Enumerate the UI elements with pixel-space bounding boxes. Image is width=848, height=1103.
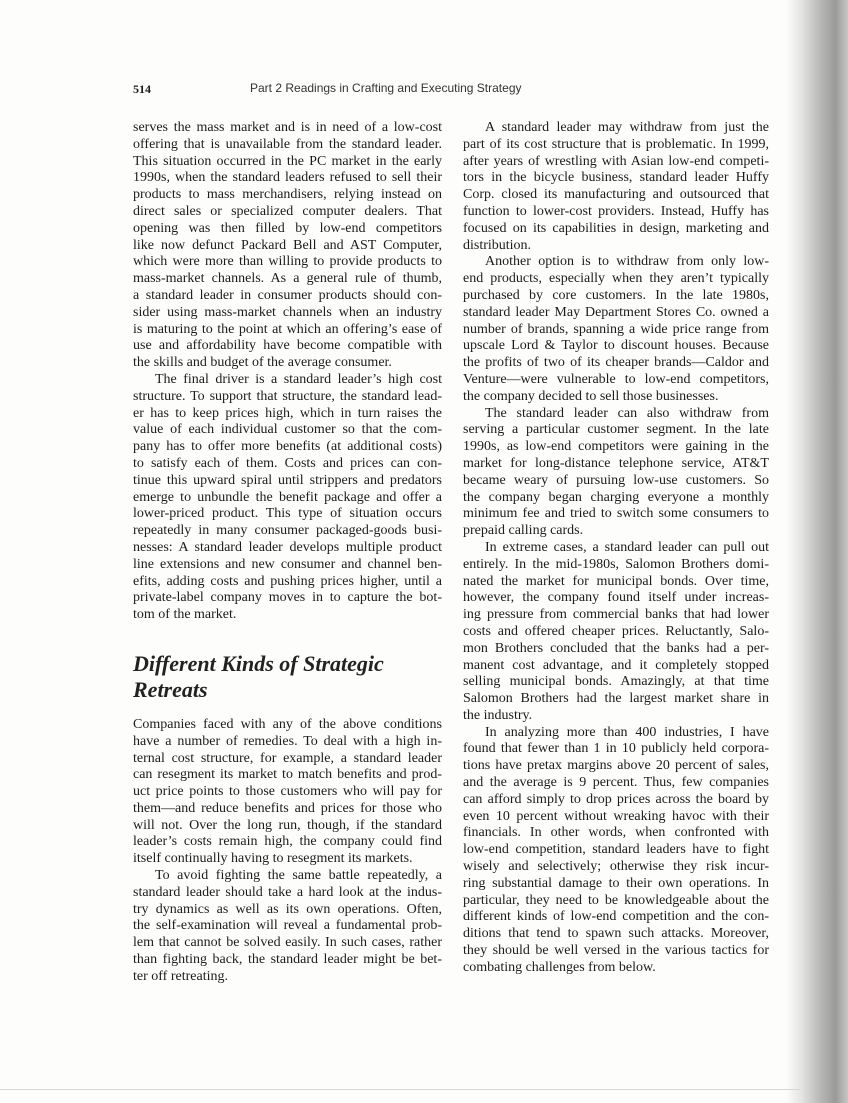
text-line: standard leader May Department Stores Co. owned a xyxy=(463,304,769,320)
text-line: er has to keep prices high, which in turn raises the xyxy=(133,405,442,421)
text-line: found that fewer than 1 in 10 publicly held corpora- xyxy=(463,741,769,757)
text-line: offering that is unavailable from the standard leader. xyxy=(133,136,442,152)
left-paragraphs-before xyxy=(133,120,442,624)
text-line: In analyzing more than 400 industries, I have xyxy=(485,724,769,740)
text-line: after years of wrestling with Asian low-end competi- xyxy=(463,153,769,169)
text-line: tions have pretax margins above 20 percent of sales, xyxy=(463,758,769,774)
text-line: Companies faced with any of the above conditions xyxy=(133,716,442,732)
scan-bottom-line xyxy=(0,1089,800,1090)
text-line: entirely. In the mid-1980s, Salomon Brothers domi- xyxy=(463,556,769,572)
text-line: tors in the bicycle business, standard leader Huffy xyxy=(463,170,769,186)
text-line: This situation occurred in the PC market in the early xyxy=(133,153,442,169)
text-line: financials. In other words, when confronted with xyxy=(463,825,769,841)
text-line: products to mass merchandisers, relying instead on xyxy=(133,187,442,203)
text-line: distribution. xyxy=(463,237,532,253)
text-line: end products, especially when they aren’t typically xyxy=(463,271,769,287)
text-line: purchased by core customers. In the late 1980s, xyxy=(463,287,769,303)
text-line: ditions that tend to spawn such attacks. Moreover, xyxy=(463,926,769,942)
text-line: In extreme cases, a standard leader can pull out xyxy=(485,539,769,555)
text-line: serves the mass market and is in need of a low-cost xyxy=(133,120,442,135)
text-line: standard leader should take a hard look at the indus- xyxy=(133,884,442,900)
running-head: Part 2 Readings in Crafting and Executing Strategy xyxy=(250,81,522,95)
text-line: use and affordability have become compatible with xyxy=(133,338,442,354)
text-line: ternal cost structure, for example, a standard leader xyxy=(133,750,442,766)
text-line: nated the market for municipal bonds. Over time, xyxy=(463,573,769,589)
text-line: Salomon Brothers had the largest market share in xyxy=(463,691,769,707)
text-line: even 10 percent without wreaking havoc with their xyxy=(463,808,769,824)
paragraph xyxy=(463,254,769,405)
text-line: pany has to offer more benefits (at additional costs) xyxy=(133,439,442,455)
right-paragraphs xyxy=(463,120,769,977)
paragraph xyxy=(463,406,769,540)
text-line: the self-examination will reveal a fundamental prob- xyxy=(133,918,442,934)
scan-edge-shadow xyxy=(786,0,848,1103)
text-line: minimum fee and tried to switch some consumers to xyxy=(463,506,769,522)
text-line: private-label company moves in to capture the bot- xyxy=(133,590,442,606)
text-line: value of each individual customer so that the com- xyxy=(133,422,442,438)
text-line: is maturing to the point at which an offering’s ease of xyxy=(133,321,442,337)
text-line: ing pressure from commercial banks that had lower xyxy=(463,607,769,623)
text-line: A standard leader may withdraw from just the xyxy=(485,120,769,135)
text-line: line extensions and new consumer and channel ben- xyxy=(133,556,442,572)
text-line: The standard leader can also withdraw from xyxy=(485,405,769,421)
section-heading xyxy=(133,651,442,703)
text-line: costs and offered cheaper prices. Reluctantly, Salo- xyxy=(463,623,769,639)
text-line: uct price points to those customers who will pay for xyxy=(133,784,442,800)
section-heading-line: Different Kinds of Strategic xyxy=(133,650,384,676)
text-line: the skills and budget of the average consumer. xyxy=(133,355,392,371)
text-line: Corp. closed its manufacturing and outsourced that xyxy=(463,187,769,203)
text-line: mass-market channels. As a general rule of thumb, xyxy=(133,271,442,287)
text-line: them—and reduce benefits and prices for those who xyxy=(133,800,442,816)
text-line: the profits of two of its cheaper brands—Caldor and xyxy=(463,355,769,371)
text-line: leader’s costs remain high, the company could find xyxy=(133,834,442,850)
text-line: different kinds of low-end competition and the con- xyxy=(463,909,769,925)
text-line: function to lower-cost providers. Instead, Huffy has xyxy=(463,203,769,219)
text-line: direct sales or specialized computer dealers. That xyxy=(133,203,442,219)
text-line: can afford simply to drop prices across the board by xyxy=(463,791,769,807)
text-line: however, the company found itself under increas- xyxy=(463,590,769,606)
text-line: tinue this upward spiral until strippers and predators xyxy=(133,472,442,488)
paragraph xyxy=(133,717,442,868)
left-paragraphs-after xyxy=(133,717,442,986)
text-line: a standard leader in consumer products should con- xyxy=(133,287,442,303)
text-line: became weary of pursuing low-use customers. So xyxy=(463,472,769,488)
section-heading-line: Retreats xyxy=(133,676,208,702)
text-line: 1990s, as low-end competitors were gaining in the xyxy=(463,439,769,455)
text-line: have a number of remedies. To deal with a high in- xyxy=(133,733,442,749)
right-column xyxy=(463,120,769,977)
text-line: itself continually having to resegment its markets. xyxy=(133,851,413,867)
text-line: combating challenges from below. xyxy=(463,959,656,975)
text-line: number of brands, spanning a wide price range from xyxy=(463,321,769,337)
text-line: the company decided to sell those businesses. xyxy=(463,388,719,404)
text-line: upscale Lord & Taylor to discount houses. Because xyxy=(463,338,769,354)
text-line: the company began charging everyone a monthly xyxy=(463,489,769,505)
paragraph xyxy=(133,120,442,372)
paragraph xyxy=(463,725,769,977)
text-line: structure. To support that structure, the standard lead- xyxy=(133,388,442,404)
page-number: 514 xyxy=(133,82,151,96)
text-line: wisely and selectively; otherwise they risk incur- xyxy=(463,859,769,875)
text-line: and the average is 9 percent. Thus, few companies xyxy=(463,775,769,791)
text-line: To avoid fighting the same battle repeatedly, a xyxy=(155,868,442,884)
text-line: ring substantial damage to their own operations. In xyxy=(463,875,769,891)
text-line: The final driver is a standard leader’s high cost xyxy=(155,371,442,387)
text-line: nesses: A standard leader develops multiple product xyxy=(133,539,442,555)
text-line: than fighting back, the standard leader might be bet- xyxy=(133,952,442,968)
text-line: serving a particular customer segment. In the late xyxy=(463,422,769,438)
paragraph xyxy=(133,868,442,986)
text-line: Venture—were vulnerable to low-end competitors, xyxy=(463,371,769,387)
text-line: repeatedly in many consumer packaged-goods busi- xyxy=(133,523,442,539)
text-line: market for long-distance telephone service, AT&T xyxy=(463,455,769,471)
text-line: tom of the market. xyxy=(133,607,237,623)
text-line: ter off retreating. xyxy=(133,968,228,984)
text-line: try dynamics as well as its own operations. Often, xyxy=(133,901,442,917)
text-line: efits, adding costs and pushing prices higher, until a xyxy=(133,573,442,589)
text-line: they should be well versed in the various tactics for xyxy=(463,943,769,959)
text-line: like now defunct Packard Bell and AST Computer, xyxy=(133,237,442,253)
text-line: low-end competition, standard leaders have to fight xyxy=(463,842,769,858)
text-line: opening was then filled by low-end competitors xyxy=(133,220,442,236)
text-line: can resegment its market to match benefits and prod- xyxy=(133,767,442,783)
text-line: prepaid calling cards. xyxy=(463,523,584,539)
text-line: will not. Over the long run, though, if the standard xyxy=(133,817,442,833)
text-line: manent cost advantage, and it completely stopped xyxy=(463,657,769,673)
paragraph xyxy=(133,372,442,624)
text-line: 1990s, when the standard leaders refused to sell their xyxy=(133,170,442,186)
text-line: particular, they need to be knowledgeable about the xyxy=(463,892,769,908)
text-line: mon Brothers concluded that the banks had a per- xyxy=(463,640,769,656)
text-line: selling municipal bonds. Amazingly, at that time xyxy=(463,674,769,690)
text-line: to satisfy each of them. Costs and prices can con- xyxy=(133,455,442,471)
text-line: lem that cannot be solved easily. In such cases, rather xyxy=(133,935,442,951)
left-column xyxy=(133,120,442,986)
text-line: part of its cost structure that is problematic. In 1999, xyxy=(463,136,769,152)
text-line: sider using mass-market channels when an industry xyxy=(133,304,442,320)
text-line: Another option is to withdraw from only low- xyxy=(485,254,769,270)
text-line: lower-priced product. This type of situation occurs xyxy=(133,506,442,522)
text-line: which were more than willing to provide products to xyxy=(133,254,442,270)
text-line: focused on its capabilities in design, marketing and xyxy=(463,220,769,236)
text-line: the industry. xyxy=(463,707,533,723)
paragraph xyxy=(463,540,769,725)
paragraph xyxy=(463,120,769,254)
text-line: emerge to unbundle the benefit package and offer a xyxy=(133,489,442,505)
